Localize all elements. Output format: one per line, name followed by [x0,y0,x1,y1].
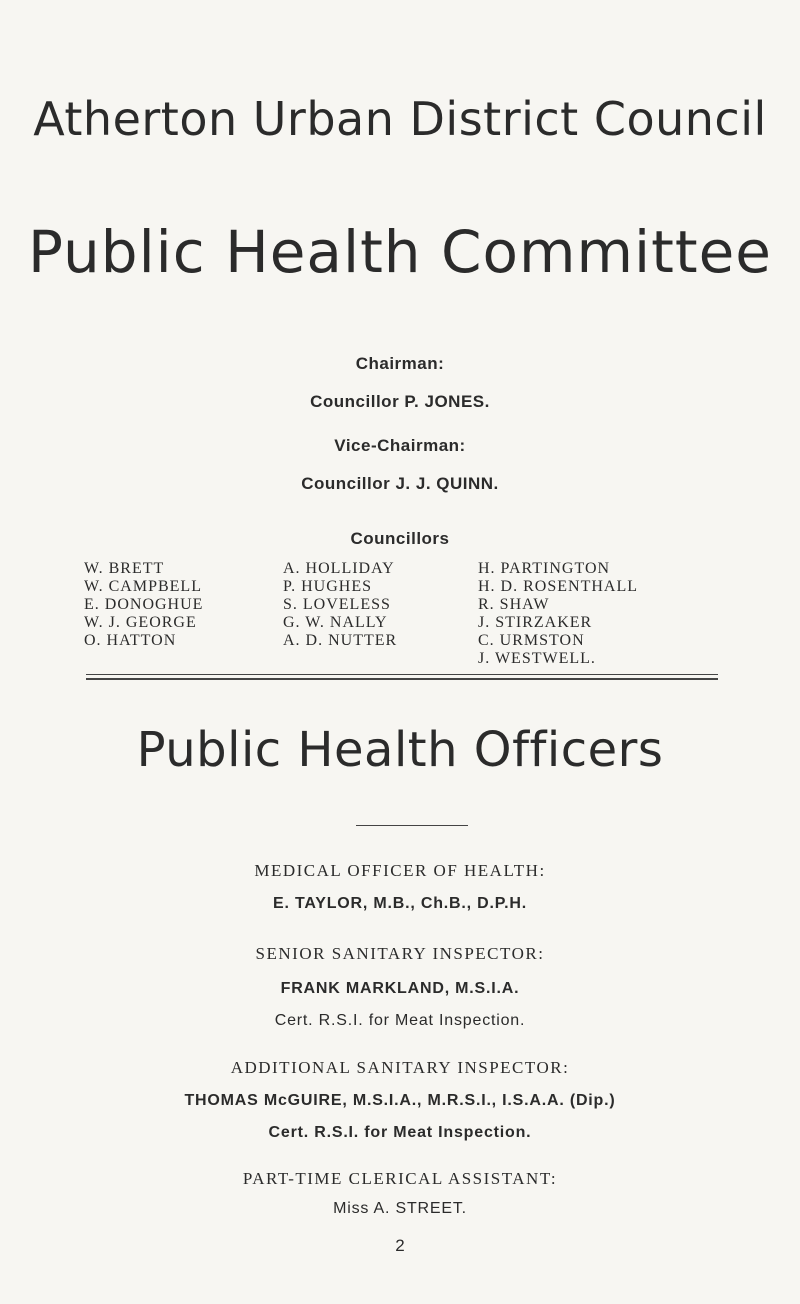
councillor-name: P. HUGHES [283,578,373,595]
councillor-name: G. W. NALLY [283,614,388,631]
clerical-assistant-label: PART-TIME CLERICAL ASSISTANT: [242,1169,558,1188]
additional-inspector-cert: Cert. R.S.I. for Meat Inspection. [268,1124,532,1141]
councillor-name: E. DONOGHUE [84,596,204,613]
councillors-column-2 [283,560,397,650]
medical-officer-label: MEDICAL OFFICER OF HEALTH: [254,861,546,880]
section-divider [86,674,718,680]
councillor-name: S. LOVELESS [283,596,391,613]
medical-officer-name: E. TAYLOR, M.B., Ch.B., D.P.H. [273,895,527,912]
councillors-label: Councillors [350,529,450,548]
page-number: 2 [395,1236,405,1255]
chairman-name: Councillor P. JONES. [310,392,490,411]
councillor-name: H. PARTINGTON [478,560,611,577]
additional-inspector-name: THOMAS McGUIRE, M.S.I.A., M.R.S.I., I.S.A.A. (Dip.) [184,1092,616,1109]
chairman-label: Chairman: [355,354,445,373]
title-underline [356,825,468,826]
senior-inspector-cert: Cert. R.S.I. for Meat Inspection. [274,1012,526,1029]
councillor-name: W. BRETT [84,560,165,577]
senior-inspector-name: FRANK MARKLAND, M.S.I.A. [280,980,520,997]
councillors-column-3 [478,560,638,668]
councillor-name: R. SHAW [478,596,550,613]
council-title: Atherton Urban District Council [33,92,767,146]
councillor-name: A. HOLLIDAY [283,560,395,577]
councillor-name: C. URMSTON [478,632,585,649]
committee-title: Public Health Committee [28,218,772,286]
councillor-name: W. J. GEORGE [84,614,197,631]
councillor-name: A. D. NUTTER [283,632,398,649]
councillor-name: J. STIRZAKER [478,614,593,631]
councillor-name: W. CAMPBELL [84,578,202,595]
additional-inspector-label: ADDITIONAL SANITARY INSPECTOR: [230,1058,570,1077]
vice-chairman-name: Councillor J. J. QUINN. [301,474,499,493]
officers-title: Public Health Officers [136,722,664,778]
councillor-name: H. D. ROSENTHALL [478,578,638,595]
councillor-name: J. WESTWELL. [478,650,596,667]
vice-chairman-label: Vice-Chairman: [334,436,466,455]
senior-inspector-label: SENIOR SANITARY INSPECTOR: [255,944,545,963]
councillors-column-1 [84,560,203,650]
clerical-assistant-name: Miss A. STREET. [333,1200,467,1217]
councillor-name: O. HATTON [84,632,177,649]
